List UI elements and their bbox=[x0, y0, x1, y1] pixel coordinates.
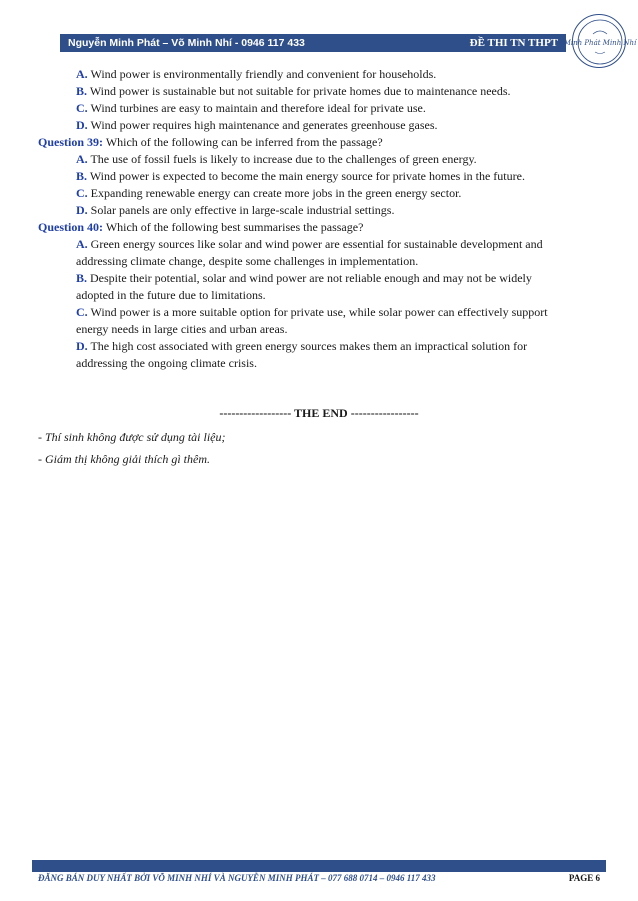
q38-option-b: B. Wind power is sustainable but not suitable for private homes due to maintenance needs. bbox=[76, 84, 511, 98]
q38-option-c: C. Wind turbines are easy to maintain and therefore ideal for private use. bbox=[76, 101, 426, 115]
q40-option-b: B. Despite their potential, solar and wind power are not reliable enough and may not be widely adopted in the future due to limitations. bbox=[76, 271, 532, 302]
note-no-materials: - Thí sinh không được sử dụng tài liệu; bbox=[38, 430, 226, 444]
q40-option-d: D. The high cost associated with green energy sources makes them an impractical solution for addressing the ongoing climate crisis. bbox=[76, 339, 528, 370]
header-exam-title: ĐỀ THI TN THPT bbox=[469, 37, 558, 49]
footer-bar bbox=[32, 860, 606, 872]
q39-option-d: D. Solar panels are only effective in large-scale industrial settings. bbox=[76, 203, 395, 217]
question-39: Question 39: Which of the following can be inferred from the passage? bbox=[38, 135, 383, 149]
question-40-prompt: Which of the following best summarises the passage? bbox=[105, 220, 364, 234]
question-39-label: Question 39 bbox=[38, 135, 100, 149]
q39-option-a: A. The use of fossil fuels is likely to increase due to the challenges of green energy. bbox=[76, 152, 477, 166]
logo-seal-icon bbox=[563, 15, 637, 69]
question-40: Question 40: Which of the following best summarises the passage? bbox=[38, 220, 364, 234]
q40-option-a: A. Green energy sources like solar and wind power are essential for sustainable development and addressing climate change, despite some challenges in implementation. bbox=[76, 237, 543, 268]
note-no-explanation: - Giám thị không giải thích gì thêm. bbox=[38, 452, 210, 466]
footer bbox=[38, 873, 600, 883]
q39-option-b: B. Wind power is expected to become the main energy source for private homes in the future. bbox=[76, 169, 525, 183]
page-header-bar bbox=[60, 34, 566, 52]
footer-copyright: ĐĂNG BÁN DUY NHẤT BỞI VÕ MINH NHÍ VÀ NGUYỄN MINH PHÁT – 077 688 0714 – 0946 117 433 bbox=[38, 873, 436, 883]
the-end-marker: ------------------ THE END ----------------- bbox=[219, 406, 419, 420]
q40-option-c: C. Wind power is a more suitable option for private use, while solar power can effectively support energy needs in large cities and urban areas. bbox=[76, 305, 548, 336]
exam-content bbox=[38, 66, 593, 372]
header-authors: Nguyễn Minh Phát – Võ Minh Nhí - 0946 117 433 bbox=[68, 37, 305, 49]
question-40-label: Question 40 bbox=[38, 220, 100, 234]
author-logo bbox=[563, 14, 637, 68]
svg-text:Minh Phát Minh Nhí: Minh Phát Minh Nhí bbox=[563, 39, 637, 47]
question-39-prompt: Which of the following can be inferred from the passage? bbox=[105, 135, 383, 149]
q39-option-c: C. Expanding renewable energy can create more jobs in the green energy sector. bbox=[76, 186, 462, 200]
q38-option-a: A. Wind power is environmentally friendly and convenient for households. bbox=[76, 67, 437, 81]
page-number: PAGE 6 bbox=[568, 873, 600, 883]
q38-option-d: D. Wind power requires high maintenance and generates greenhouse gases. bbox=[76, 118, 438, 132]
